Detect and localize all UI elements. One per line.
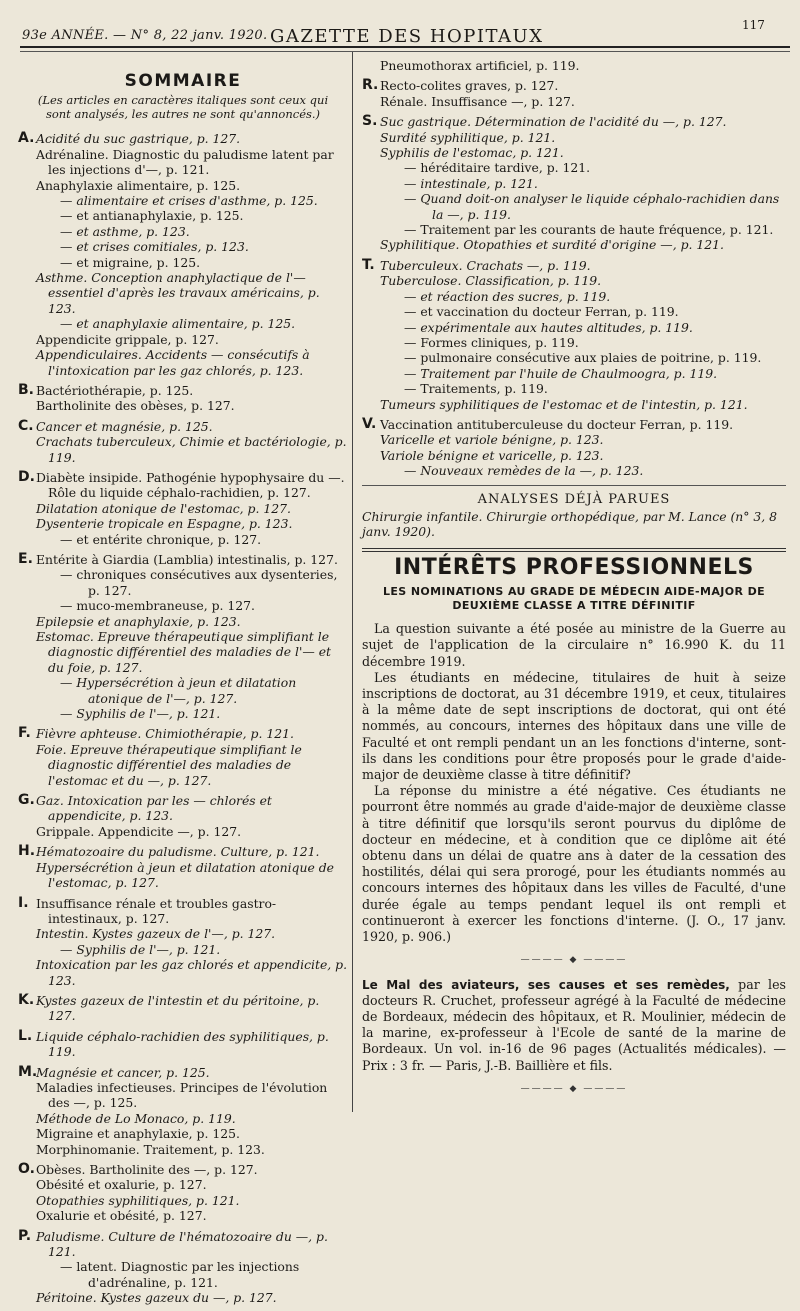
index-entry: — chroniques consécutives aux dysenteries, p. 127. [60,567,338,598]
index-entry: — intestinale, p. 121. [404,175,538,191]
index-entry: Adrénaline. Diagnostic du paludisme latent par les injections d'—, p. 121. [36,146,334,178]
index-entry: Intoxication par les gaz chlorés et appendicite, p. 123. [36,957,348,988]
index-entry: Varicelle et variole bénigne, p. 123. [380,432,604,448]
index-entry: Suc gastrique. Détermination de l'acidité du —, p. 127. [380,114,727,130]
issue-line: 93e ANNÉE. — N° 8, 22 janv. 1920. [22,28,268,43]
index-entry: Liquide céphalo-rachidien des syphilitiques, p. 119. [36,1028,329,1060]
index-entry: Migraine et anaphylaxie, p. 125. [36,1126,240,1142]
index-entries [36,844,348,890]
index-entry: Variole bénigne et varicelle, p. 123. [380,447,604,463]
index-entry: Dysenterie tropicale en Espagne, p. 123. [36,516,293,532]
index-group [362,58,786,73]
sommaire-note: (Les articles en caractères italiques sont ceux qui sont analysés, les autres ne sont qu'annoncés.) [37,93,329,122]
index-entry: — alimentaire et crises d'asthme, p. 125. [60,193,318,209]
index-letter: V. [362,415,377,432]
running-head [0,14,800,46]
index-letter: B. [18,381,34,398]
index-group [18,844,348,890]
header-rule [20,46,790,52]
index-entry: Bactériothérapie, p. 125. [36,382,194,398]
index-entry: — et migraine, p. 125. [60,254,201,270]
index-entry: — muco-membraneuse, p. 127. [60,598,255,614]
index-entry: Morphinomanie. Traitement, p. 123. [36,1141,265,1157]
index-group [362,78,786,109]
index-entry: Tumeurs syphilitiques de l'estomac et de l'intestin, p. 121. [380,396,748,412]
index-letter: D. [18,468,35,485]
sommaire-index [18,131,348,1305]
index-letter: A. [18,130,35,147]
index-entry: Rénale. Insuffisance —, p. 127. [380,93,575,109]
article-paragraph: La réponse du ministre a été négative. Ces étudiants ne pourront être nommés au grade d'aide-major de deuxième classe à titre définitif que lorsqu'ils seront pourvus du diplôme de docteur en médecine, et à condition que ce diplôme ait été obtenu dans un délai de quatre ans à dater de la cessation des hostilités, délai qui sera prorogé, pour les étudiants nommés au concours internes des hôpitaux dans les villes de Faculté, d'une durée égale au temps pendant lequel ils ont rempli et continueront à exercer les fonctions d'interne. (J. O., 17 janv. 1920, p. 906.) [362,783,786,945]
index-entry: — et asthme, p. 123. [60,223,190,239]
book-notice-text: par les docteurs R. Cruchet, professeur agrégé à la Faculté de médecine de Bordeaux, médecin des hôpitaux, et R. Moulinier, médecin de la marine, ex-professeur à l'Ecole de santé de la marine de Bordeaux. Un vol. in-16 de 96 pages (Actualités médicales). — Prix : 3 fr. — Paris, J.-B. Baillière et fils. [362,976,786,1073]
index-entry: — Hypersécrétion à jeun et dilatation atonique de l'—, p. 127. [60,675,297,706]
index-entry: Syphilis de l'estomac, p. 121. [380,145,564,161]
index-entry: — Quand doit-on analyser le liquide céphalo-rachidien dans la —, p. 119. [404,191,780,222]
index-letter-spacer [362,58,380,73]
index-letter: G. [18,792,35,809]
index-entry: Syphilitique. Otopathies et surdité d'origine —, p. 121. [380,237,724,253]
index-group [362,417,786,479]
index-entries [36,552,348,721]
index-entry: Hypersécrétion à jeun et dilatation atonique de l'estomac, p. 127. [36,859,334,891]
index-entry: Asthme. Conception anaphylactique de l'— essentiel d'après les travaux américains, p. 123. [36,270,320,316]
index-group [362,258,786,412]
index-entry: Appendiculaires. Accidents — consécutifs à l'intoxication par les gaz chlorés, p. 123. [36,347,310,378]
index-entries [36,793,348,839]
index-entry: Foie. Epreuve thérapeutique simplifiant le diagnostic différentiel des maladies de l'estomac et du —, p. 127. [36,741,302,788]
interets-title: INTÉRÊTS PROFESSIONNELS [394,554,754,580]
index-letter: P. [18,1227,32,1244]
article-paragraph: La question suivante a été posée au ministre de la Guerre au sujet de l'application de la circulaire n° 16.990 K. du 11 décembre 1919. [362,621,786,669]
index-entry: — et entérite chronique, p. 127. [60,531,262,547]
index-entries [36,383,348,414]
index-entries [380,114,786,253]
analyses-text: Chirurgie infantile. Chirurgie orthopédique, par M. Lance (n° 3, 8 janv. 1920). [362,508,778,540]
index-letter: O. [18,1161,35,1177]
index-group [18,470,348,547]
index-group [18,1065,348,1157]
index-entry: — Nouveaux remèdes de la —, p. 123. [404,463,644,479]
index-entry: — Syphilis de l'—, p. 121. [60,941,221,957]
index-entry: Bartholinite des obèses, p. 127. [36,398,235,414]
index-entry: Intestin. Kystes gazeux de l'—, p. 127. [36,926,276,942]
index-entry: Estomac. Epreuve thérapeutique simplifiant le diagnostic différentiel des maladies de l'— et du foie, p. 127. [36,629,332,675]
index-group [362,114,786,253]
index-letter: S. [362,113,378,130]
book-notice [362,977,786,1074]
index-entry: Oxalurie et obésité, p. 127. [36,1208,207,1224]
index-group [18,1029,348,1060]
sommaire-title: SOMMAIRE [124,71,242,91]
article-heading: LES NOMINATIONS AU GRADE DE MÉDECIN AIDE-MAJOR DE DEUXIÈME CLASSE A TITRE DÉFINITIF [382,585,766,613]
index-entries [380,78,786,109]
index-entry: Diabète insipide. Pathogénie hypophysaire du —. Rôle du liquide céphalo-rachidien, p. 127. [36,469,345,501]
index-entry: — latent. Diagnostic par les injections d'adrénaline, p. 121. [60,1259,300,1290]
index-entry: Paludisme. Culture de l'hématozoaire du —, p. 121. [36,1228,328,1260]
index-entry: Gaz. Intoxication par les — chlorés et appendicite, p. 123. [36,793,272,824]
index-entry: Vaccination antituberculeuse du docteur Ferran, p. 119. [380,416,734,432]
index-entries [36,419,348,465]
article-paragraph: Les étudiants en médecine, titulaires de huit à seize inscriptions de doctorat, au 31 décembre 1919, et ceux, titulaires à la même date de sept inscriptions de doctorat, qui ont été nommés, au concours, internes des hôpitaux dans une ville de Faculté et ont rempli pendant un an les fonctions d'interne, sont-ils dans les conditions pour être proposés pour le grade d'aide-major de deuxième classe à titre définitif? [362,669,786,783]
index-entry: Obésité et oxalurie, p. 127. [36,1177,207,1193]
index-group [18,552,348,721]
index-entry: Tuberculeux. Crachats —, p. 119. [380,257,591,273]
index-entries [380,58,786,73]
index-entries [36,993,348,1024]
index-entry: — et antianaphylaxie, p. 125. [60,208,244,224]
index-letter: F. [18,725,31,742]
sommaire-continued-lead [362,58,786,73]
index-entry: — héréditaire tardive, p. 121. [404,160,591,176]
index-entry: — Syphilis de l'—, p. 121. [60,706,221,722]
index-entry: — et réaction des sucres, p. 119. [404,288,611,304]
ornament-separator: ———— ◆ ———— [520,1083,628,1094]
index-entry: Epilepsie et anaphylaxie, p. 123. [36,613,241,629]
index-entry: — et vaccination du docteur Ferran, p. 119. [404,304,679,320]
journal-title: GAZETTE DES HOPITAUX [270,26,544,47]
index-entries [380,258,786,412]
index-letter: K. [18,991,35,1008]
analyses-title: ANALYSES DÉJÀ PARUES [477,491,671,507]
index-entries [36,1162,348,1224]
index-entries [36,470,348,547]
index-entry: Otopathies syphilitiques, p. 121. [36,1192,240,1208]
index-entries [36,1029,348,1060]
index-letter: T. [362,256,375,273]
index-entry: Méthode de Lo Monaco, p. 119. [36,1110,236,1126]
index-group [18,131,348,378]
index-entry: — Traitement par les courants de haute fréquence, p. 121. [404,222,774,238]
index-entry: Insuffisance rénale et troubles gastro-intestinaux, p. 127. [36,895,277,926]
index-letter: I. [18,894,29,911]
index-entry: Pneumothorax artificiel, p. 119. [380,58,580,73]
index-entry: Cancer et magnésie, p. 125. [36,418,213,434]
index-entry: — Traitement par l'huile de Chaulmoogra, p. 119. [404,365,718,381]
index-entry: Obèses. Bartholinite des —, p. 127. [36,1162,258,1177]
index-entry: Appendicite grippale, p. 127. [36,331,219,347]
index-entries [380,417,786,479]
index-entry: Entérite à Giardia (Lamblia) intestinalis, p. 127. [36,551,338,567]
index-entries [36,726,348,788]
right-column [362,58,786,1105]
index-entries [36,131,348,378]
index-group [18,1162,348,1224]
index-entries [36,896,348,988]
index-group [18,383,348,414]
index-group [18,793,348,839]
left-column [18,58,348,1311]
index-entry: Recto-colites graves, p. 127. [380,78,559,94]
index-group [18,419,348,465]
index-entry: Dilatation atonique de l'estomac, p. 127. [36,500,291,516]
index-group [18,896,348,988]
index-entry: Péritoine. Kystes gazeux du —, p. 127. [36,1290,277,1306]
column-divider [352,52,353,1112]
index-entry: Grippale. Appendicite —, p. 127. [36,823,242,839]
index-letter: C. [18,417,34,434]
index-entry: Surdité syphilitique, p. 121. [380,129,556,145]
index-entry: — et anaphylaxie alimentaire, p. 125. [60,316,296,332]
index-entry: Kystes gazeux de l'intestin et du péritoine, p. 127. [36,992,320,1024]
index-entry: — et crises comitiales, p. 123. [60,239,249,255]
index-entry: Fièvre aphteuse. Chimiothérapie, p. 121. [36,726,294,742]
index-entry: — pulmonaire consécutive aux plaies de poitrine, p. 119. [404,350,762,366]
index-letter: H. [18,843,36,860]
book-notice-title: Le Mal des aviateurs, ses causes et ses remèdes, [362,977,730,992]
index-entry: — expérimentale aux hautes altitudes, p. 119. [404,319,693,335]
index-entry: Anaphylaxie alimentaire, p. 125. [36,177,241,193]
divider [362,548,786,552]
divider [362,485,786,486]
index-group [18,1229,348,1306]
index-entries [36,1229,348,1306]
index-entry: Magnésie et cancer, p. 125. [36,1064,210,1080]
index-letter: M. [18,1063,38,1080]
index-entry: Tuberculose. Classification, p. 119. [380,273,602,289]
index-entry: Acidité du suc gastrique, p. 127. [36,131,241,147]
ornament-separator: ———— ◆ ———— [520,955,628,966]
index-letter: L. [18,1027,33,1044]
index-group [18,726,348,788]
index-letter: R. [362,77,379,94]
index-entry: Hématozoaire du paludisme. Culture, p. 121. [36,844,320,860]
index-entry: Maladies infectieuses. Principes de l'évolution des —, p. 125. [36,1079,328,1111]
sommaire-continued-index [362,78,786,478]
index-letter: E. [18,550,33,567]
page-number: 117 [742,18,765,32]
index-group [18,993,348,1024]
index-entry: — Traitements, p. 119. [404,381,548,397]
index-entry: Crachats tuberculeux, Chimie et bactériologie, p. 119. [36,434,347,465]
index-entry: — Formes cliniques, p. 119. [404,334,579,350]
index-entries [36,1065,348,1157]
